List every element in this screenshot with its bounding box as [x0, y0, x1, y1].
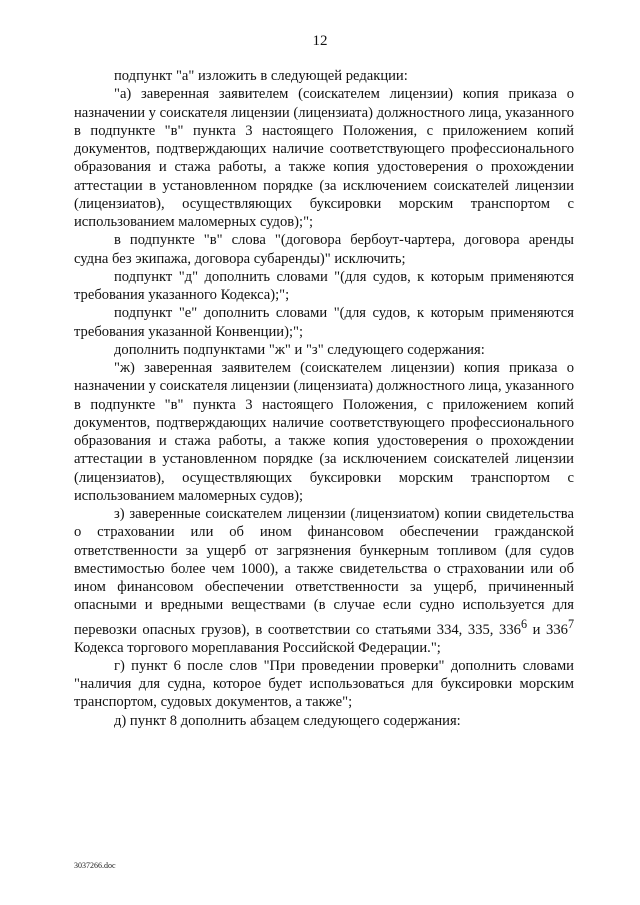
paragraph: г) пункт 6 после слов "При проведении проверки" дополнить словами "наличия для судна, которое будет использоваться для буксировки морским транспортом, судовых документов, а также";	[74, 657, 574, 711]
footnote-superscript: 6	[520, 616, 528, 631]
paragraph-z-mid: и 336	[527, 621, 568, 638]
paragraph-z-text: з) заверенные соискателем лицензии (лицензиатом) копии свидетельства о страховании или об ином финансовом обеспечении гражданской ответственности за ущерб от загрязнения бункерным топливом (для судов вместимостью более чем 1000), а также свидетельства о страховании или об ином финансовом обеспечении ответственности за ущерб, причиненный опасными и вредными веществами (в случае если судно используется для перевозки опасных грузов), в соответствии со статьями 334, 335, 336	[74, 506, 574, 638]
paragraph: д) пункт 8 дополнить абзацем следующего содержания:	[114, 712, 461, 729]
footnote-superscript: 7	[567, 616, 575, 631]
paragraph: подпункт "а" изложить в следующей редакции:	[114, 68, 408, 84]
paragraph: "а) заверенная заявителем (соискателем лицензии) копия приказа о назначении у соискателя лицензии (лицензиата) должностного лица, указанного в подпункте "в" пункта 3 настоящего Положения, с приложением копий документов, подтверждающих наличие соответствующего профессионального образования и стажа работы, а также копия удостоверения о прохождении аттестации в установленном порядке (за исключением соискателей лицензии (лицензиатов), осуществляющих буксировки морским транспортом с использованием маломерных судов);";	[74, 86, 574, 230]
page-number: 12	[312, 33, 328, 49]
paragraph: дополнить подпунктами "ж" и "з" следующего содержания:	[114, 341, 485, 358]
paragraph: подпункт "д" дополнить словами "(для судов, к которым применяются требования указанного Кодекса);";	[74, 268, 574, 303]
paragraph-z-tail: Кодекса торгового мореплавания Российской Федерации.";	[74, 639, 441, 656]
paragraph: подпункт "е" дополнить словами "(для судов, к которым применяются требования указанной Конвенции);";	[74, 305, 574, 340]
paragraph: "ж) заверенная заявителем (соискателем лицензии) копия приказа о назначении у соискателя лицензии (лицензиата) должностного лица, указанного в подпункте "в" пункта 3 настоящего Положения, с приложением копий документов, подтверждающих наличие соответствующего профессионального образования и стажа работы, а также копия удостоверения о прохождении аттестации в установленном порядке (за исключением соискателей лицензии (лицензиатов), осуществляющих буксировки морским транспортом с использованием маломерных судов);	[74, 360, 574, 504]
document-body	[74, 67, 574, 730]
paragraph-z	[74, 505, 574, 657]
document-code: 3037266.doc	[74, 861, 116, 870]
paragraph: в подпункте "в" слова "(договора бербоут-чартера, договора аренды судна без экипажа, договора субаренды)" исключить;	[74, 232, 574, 267]
